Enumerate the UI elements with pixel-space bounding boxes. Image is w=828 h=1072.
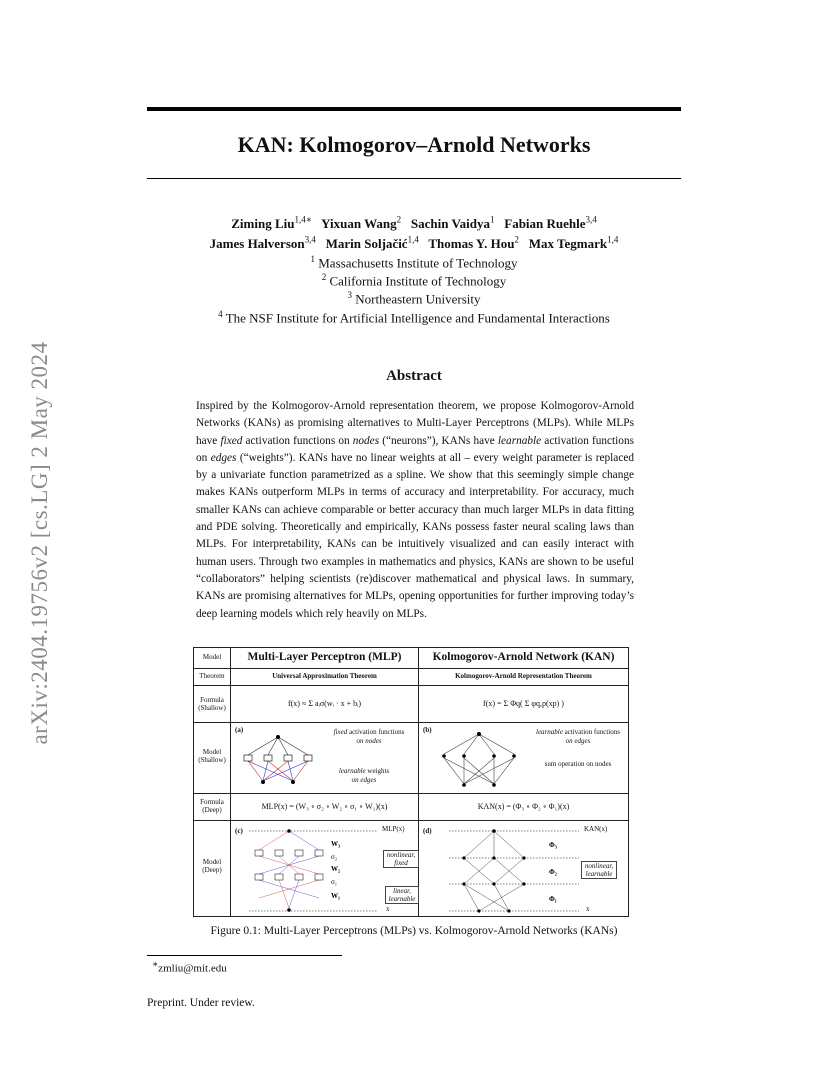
svg-text:W₂: W₂ xyxy=(331,865,341,873)
svg-text:Φ₁: Φ₁ xyxy=(549,895,557,903)
mlp-note-learnable: learnable weights on edges xyxy=(338,767,390,784)
abstract-body: Inspired by the Kolmogorov-Arnold representation theorem, we propose Kolmogorov-Arnold Networks (KANs) as promising alternatives to Multi-Layer Perceptrons (MLPs). While MLPs have fixed activation functions on nodes (“neurons”), KANs have learnable activation functions on edges (“weights”). KANs have no linear weights at all – every weight parameter is replaced by a univariate function parametrized as a spline. We show that this seemingly simple change makes KANs outperform MLPs in terms of accuracy and interpretability. For accuracy, much smaller KANs can achieve comparable or better accuracy than much larger MLPs in data fitting and PDE solving. Theoretically and empirically, KANs possess faster neural scaling laws than MLPs. For interpretability, KANs can be intuitively visualized and can easily interact with human users. Through two examples in mathematics and physics, KANs are shown to be useful “collaborators” helping scientists (re)discover mathematical and physical laws. In summary, KANs are promising alternatives for MLPs, opening opportunities for further improving today’s deep learning models which rely heavily on MLPs. xyxy=(196,400,635,620)
author: Marin Soljačić$^{1,4}$ xyxy=(325,235,419,252)
mlp-input-label: x xyxy=(386,905,390,913)
kan-formula-shallow: f(x) = Σ Φq( Σ φq,p(xp) ) xyxy=(483,699,564,708)
svg-text:σ₂: σ₂ xyxy=(331,853,338,861)
author: Max Tegmark$^{1,4}$ xyxy=(528,235,619,252)
author: Fabian Ruehle$^{3,4}$ xyxy=(504,215,597,232)
row-label-theorem: Theorem xyxy=(199,672,225,680)
row-label-model-shallow: Model (Shallow) xyxy=(198,748,226,764)
panel-b-label: (b) xyxy=(423,726,432,734)
preprint-notice: Preprint. Under review. xyxy=(147,997,255,1009)
kan-formula-deep: KAN(x) = (Φ₃ ∘ Φ₂ ∘ Φ₁)(x) xyxy=(477,802,570,811)
kan-note-learnable: learnable activation functions on edges xyxy=(536,728,620,745)
row-label-formula-shallow: Formula (Shallow) xyxy=(198,696,226,712)
kan-shallow-diagram xyxy=(434,730,524,790)
authors-line-1 xyxy=(147,215,681,232)
author: Sachin Vaidya$^1$ xyxy=(410,215,495,232)
footnote-email[interactable]: zmliu@mit.edu xyxy=(158,962,227,975)
row-label-model-deep: Model (Deep) xyxy=(202,858,222,874)
svg-text:Φ₃: Φ₃ xyxy=(549,841,557,849)
kan-theorem: Kolmogorov-Arnold Representation Theorem xyxy=(455,672,592,680)
mlp-formula-deep: MLP(x) = (W₃ ∘ σ₂ ∘ W₂ ∘ σ₁ ∘ W₁)(x) xyxy=(261,802,388,811)
arxiv-id-text: arXiv:2404.19756v2 [cs.LG] 2 May 2024 xyxy=(27,341,52,745)
kan-output-label: KAN(x) xyxy=(584,825,608,833)
affiliation: $^2$ California Institute of Technology xyxy=(321,272,507,289)
panel-a-label: (a) xyxy=(235,726,244,734)
arxiv-sidebar xyxy=(20,313,60,773)
mlp-formula-shallow: f(x) ≈ Σ aᵢσ(wᵢ · x + bᵢ) xyxy=(287,699,362,708)
svg-text:W₁: W₁ xyxy=(331,892,341,900)
svg-text:σ₁: σ₁ xyxy=(331,878,338,886)
figure-caption: Figure 0.1: Multi-Layer Perceptrons (MLPs) vs. Kolmogorov-Arnold Networks (KANs) xyxy=(210,925,618,937)
panel-c-label: (c) xyxy=(235,827,243,835)
kan-note-sum: sum operation on nodes xyxy=(544,760,612,768)
authors-line-2 xyxy=(147,235,681,252)
kan-header: Kolmogorov-Arnold Network (KAN) xyxy=(432,651,615,663)
affiliation: $^4$ The NSF Institute for Artificial Intelligence and Fundamental Interactions xyxy=(218,309,610,326)
abstract-heading: Abstract xyxy=(386,368,442,384)
panel-d-label: (d) xyxy=(423,827,432,835)
svg-text:Φ₂: Φ₂ xyxy=(549,868,557,876)
affiliation: $^3$ Northeastern University xyxy=(347,290,481,307)
mlp-shallow-diagram xyxy=(238,733,318,788)
author: Ziming Liu$^{1,4∗}$ xyxy=(231,215,312,232)
paper-title: KAN: Kolmogorov–Arnold Networks xyxy=(237,132,591,157)
mlp-output-label: MLP(x) xyxy=(382,825,405,833)
footnote-rule xyxy=(147,955,342,956)
row-label-formula-deep: Formula (Deep) xyxy=(200,798,224,814)
mlp-linear-learnable-box: linear, learnable xyxy=(385,886,419,904)
author: Thomas Y. Hou$^2$ xyxy=(428,235,519,252)
kan-input-label: x xyxy=(586,905,590,913)
title-top-rule xyxy=(147,107,681,111)
mlp-note-fixed: fixed activation functions on nodes xyxy=(333,728,405,745)
affiliation: $^1$ Massachusetts Institute of Technology xyxy=(310,254,518,271)
figure-mlp-vs-kan xyxy=(193,647,629,917)
footnote: ∗zmliu@mit.edu xyxy=(152,959,227,975)
author: Yixuan Wang$^2$ xyxy=(321,215,402,232)
mlp-theorem: Universal Approximation Theorem xyxy=(272,672,377,680)
author: James Halverson$^{3,4}$ xyxy=(209,235,316,252)
title-bottom-rule xyxy=(147,178,681,179)
mlp-header: Multi-Layer Perceptron (MLP) xyxy=(247,651,402,663)
mlp-nonlinear-fixed-box: nonlinear, fixed xyxy=(383,850,419,868)
svg-text:W₃: W₃ xyxy=(331,840,341,848)
row-label-model: Model xyxy=(202,653,222,661)
kan-nonlinear-learnable-box: nonlinear, learnable xyxy=(581,861,617,879)
